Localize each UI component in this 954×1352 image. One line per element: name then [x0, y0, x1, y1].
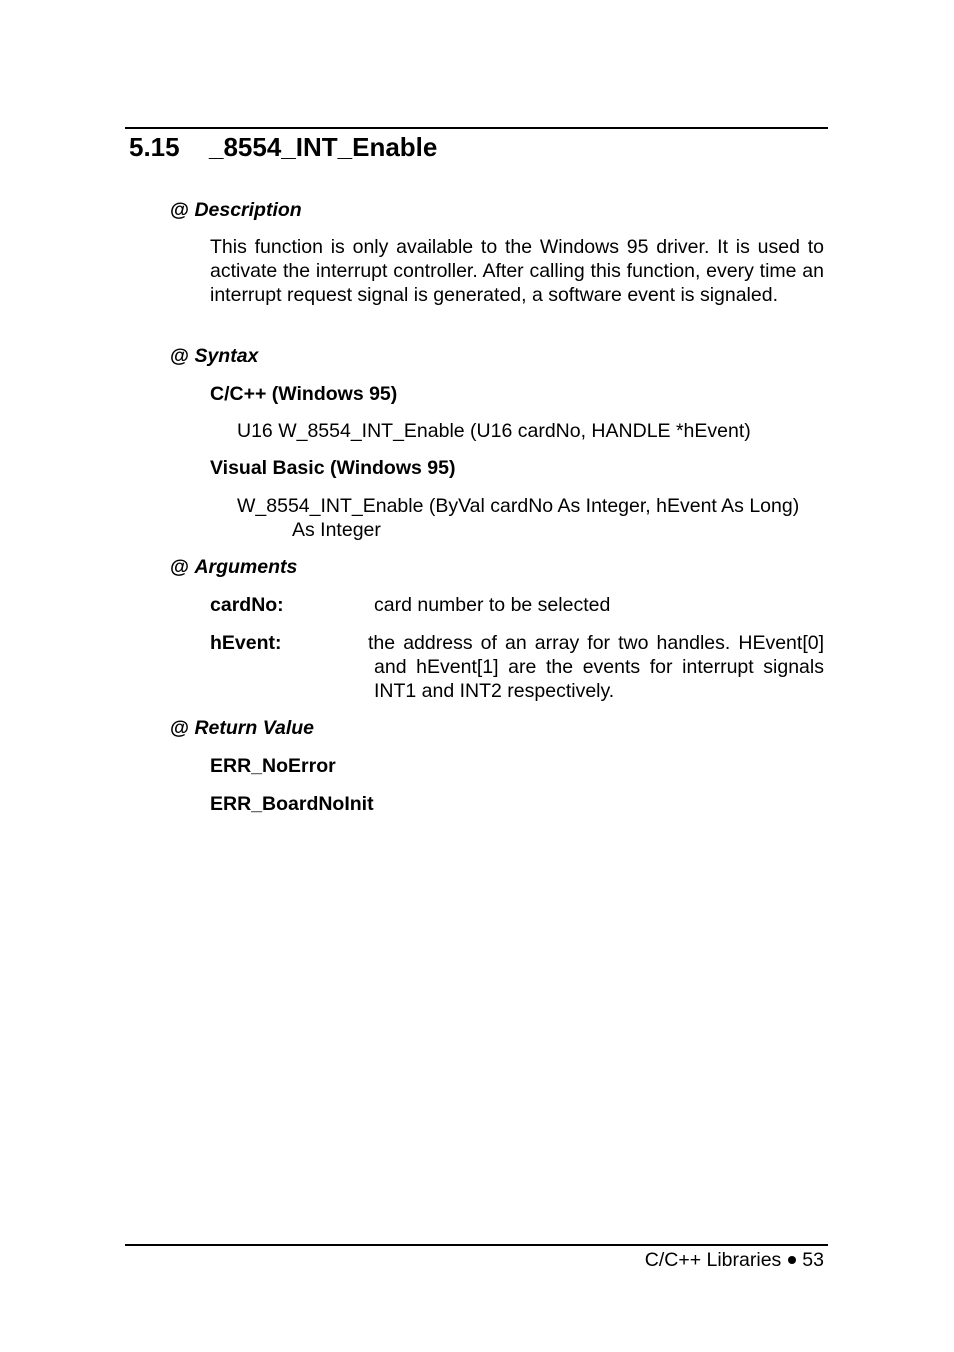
section-number: 5.15 — [129, 132, 180, 162]
argument-desc-hevent — [368, 631, 824, 703]
syntax-c-heading: C/C++ (Windows 95) — [210, 383, 398, 405]
return-value-heading: @ Return Value — [170, 717, 314, 739]
return-value-boardnoinit: ERR_BoardNoInit — [210, 793, 374, 815]
bullet-icon — [788, 1256, 796, 1264]
section-title — [129, 132, 437, 163]
argument-desc-hevent-line1: the address of an array for two handles. HEvent[0] — [368, 632, 824, 654]
return-value-noerror: ERR_NoError — [210, 755, 336, 777]
argument-desc-cardno: card number to be selected — [374, 594, 611, 616]
syntax-heading: @ Syntax — [170, 345, 259, 367]
section-title-text: _8554_INT_Enable — [209, 132, 438, 162]
argument-name-cardno: cardNo: — [210, 594, 284, 616]
syntax-vb-heading: Visual Basic (Windows 95) — [210, 457, 456, 479]
description-text: This function is only available to the Windows 95 driver. It is used to activate the interrupt controller. After calling this function, every time an interrupt request signal is generated, a software event is signaled. — [210, 236, 824, 306]
page-number: 53 — [802, 1249, 824, 1271]
bottom-rule — [125, 1244, 828, 1246]
syntax-vb-code-line2: As Integer — [292, 519, 381, 541]
argument-name-hevent: hEvent: — [210, 632, 282, 654]
footer-label: C/C++ Libraries — [644, 1249, 782, 1271]
top-rule — [125, 127, 828, 129]
description-heading: @ Description — [170, 199, 302, 221]
argument-desc-hevent-rest: and hEvent[1] are the events for interrupt signals INT1 and INT2 respectively. — [374, 656, 824, 702]
syntax-c-code: U16 W_8554_INT_Enable (U16 cardNo, HANDLE *hEvent) — [237, 420, 751, 442]
syntax-vb-code-line1: W_8554_INT_Enable (ByVal cardNo As Integer, hEvent As Long) — [237, 495, 800, 517]
page-footer — [645, 1249, 824, 1272]
arguments-heading: @ Arguments — [170, 556, 298, 578]
